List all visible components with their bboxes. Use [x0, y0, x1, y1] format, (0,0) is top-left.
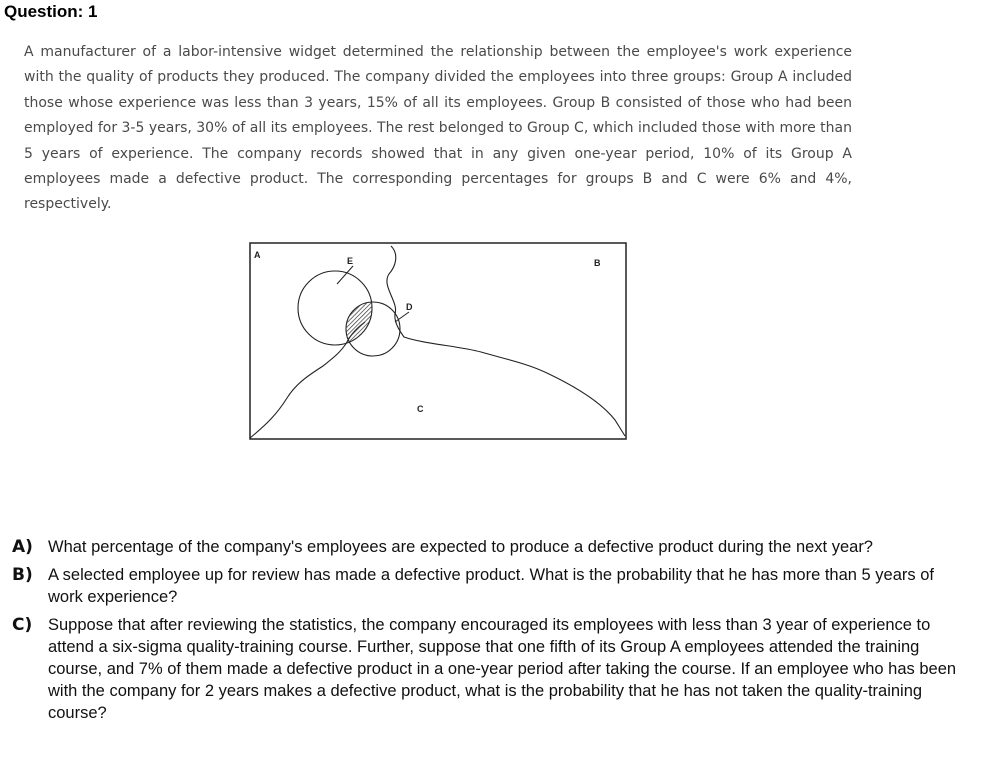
- part-letter: A): [12, 537, 33, 557]
- sample-space-rect: [250, 243, 626, 439]
- part-text: Suppose that after reviewing the statistics, the company encouraged its employees with less than 3 year of experience to attend a six-sigma quality-training course. Further, suppose that one fifth of its Group A employees attended the training course, and 7% of them made a defective product in a one-year period after taking the course. If an employee who has been with the company for 2 years makes a defective product, what is the probability that he has not taken the quality-training course?: [48, 616, 957, 722]
- part-letter: B): [12, 565, 33, 585]
- question-parts: [8, 536, 968, 730]
- part-letter: C): [12, 615, 33, 635]
- venn-diagram: [249, 242, 629, 442]
- part-b: [8, 564, 968, 608]
- label-a: A: [254, 250, 261, 260]
- part-c: [8, 614, 968, 724]
- label-d: D: [406, 302, 413, 312]
- part-a: [8, 536, 968, 558]
- question-title: Question: 1: [4, 2, 98, 21]
- part-text: A selected employee up for review has made a defective product. What is the probability that he has more than 5 years of work experience?: [48, 566, 934, 606]
- label-e: E: [347, 256, 354, 266]
- part-text: What percentage of the company's employees are expected to produce a defective product during the next year?: [48, 538, 873, 556]
- question-intro: A manufacturer of a labor-intensive widget determined the relationship between the employee's work experience with the quality of products they produced. The company divided the employees into three groups: Group A included those whose experience was less than 3 years, 15% of all its employees. Group B consisted of those who had been employed for 3-5 years, 30% of all its employees. The rest belonged to Group C, which included those with more than 5 years of experience. The company records showed that in any given one-year period, 10% of its Group A employees made a defective product. The corresponding percentages for groups B and C were 6% and 4%, respectively.: [24, 44, 852, 213]
- label-b: B: [594, 258, 601, 268]
- label-c: C: [417, 404, 424, 414]
